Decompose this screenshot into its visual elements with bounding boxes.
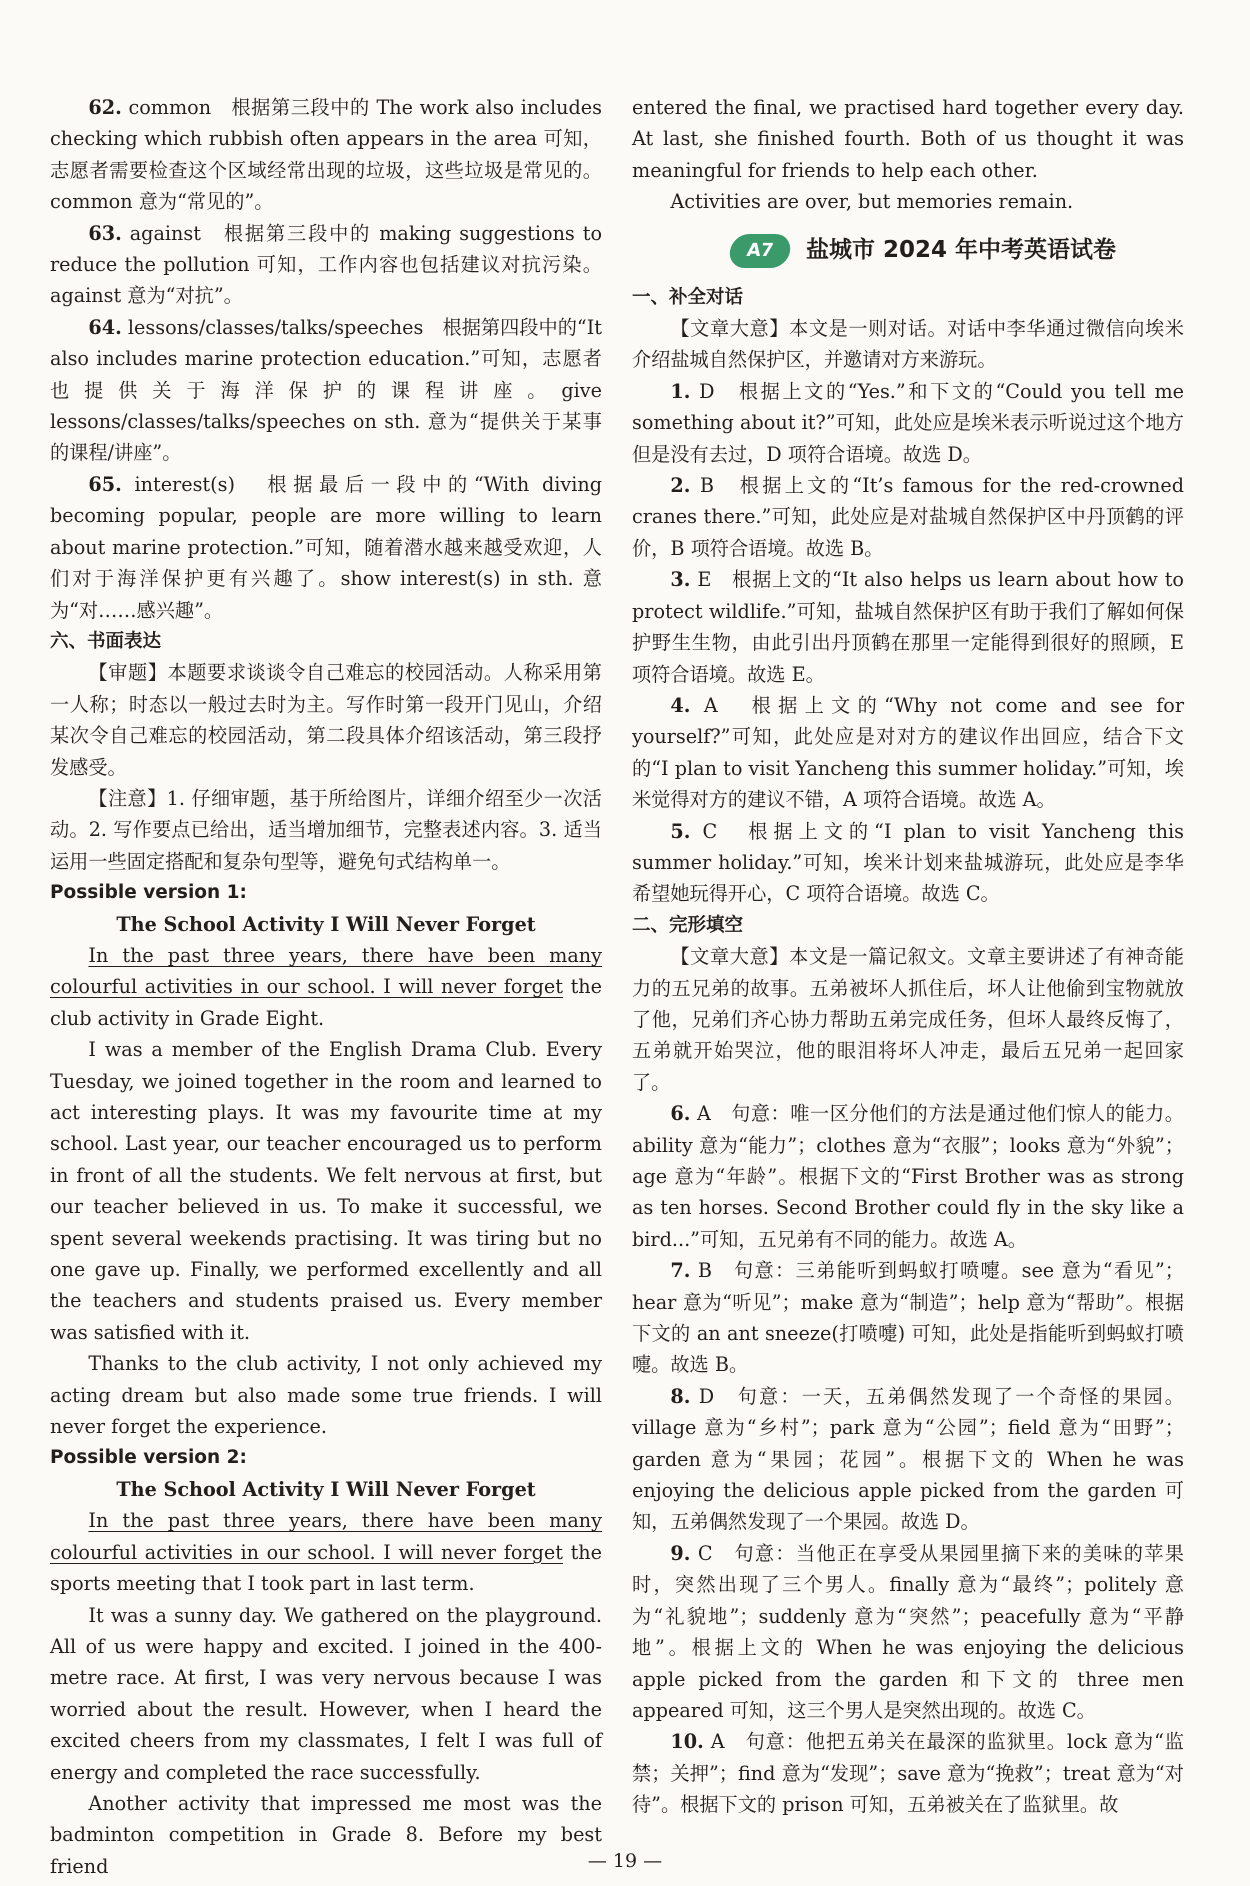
shenti-note: 【审题】本题要求谈谈令自己难忘的校园活动。人称采用第一人称；时态以一般过去时为主。写作时第一段开门见山，介绍某次令自己难忘的校园活动，第二段具体介绍该活动，第三段抒发感受。 — [50, 661, 602, 779]
version-1-label: Possible version 1: — [50, 882, 247, 904]
answer-8: 8. D 句意：一天，五弟偶然发现了一个奇怪的果园。village 意为“乡村”；park 意为“公园”；field 意为“田野”；garden 意为“果园；花园”。根据下文的 When he was enjoying the delicious apple picked from the garden 可知，五弟偶然发现了一个果园。故选 D。 — [632, 1384, 1184, 1534]
answer-2: 2. B 根据上文的“It’s famous for the red-crowned cranes there.”可知，此处应是对盐城自然保护区中丹顶鹤的评价，B 项符合语境。故选 B。 — [632, 474, 1184, 560]
page-number: — 19 — — [587, 1850, 663, 1872]
part-2-summary: 【文章大意】本文是一篇记叙文。文章主要讲述了有神奇能力的五兄弟的故事。五弟被坏人抓住后，坏人让他偷到宝物就放了他，兄弟们齐心协力帮助五弟完成任务，但坏人最终反悔了，五弟就开始哭泣，他的眼泪将坏人冲走，最后五兄弟一起回家了。 — [632, 945, 1184, 1094]
answer-1: 1. D 根据上文的“Yes.”和下文的“Could you tell me something about it?”可知，此处应是埃米表示听说过这个地方但是没有去过，D 项符合语境。故选 D。 — [632, 379, 1184, 466]
section-title: 盐城市 2024 年中考英语试卷 — [806, 236, 1117, 263]
version-1-title: The School Activity I Will Never Forget — [116, 912, 536, 936]
answer-65: 65. interest(s) 根据最后一段中的“With diving becoming popular, people are more willing to learn about marine protection.”可知，随着潜水越来越受欢迎，人们对于海洋保护更有兴趣了。show interest(s) in sth. 意为“对……感兴趣”。 — [50, 472, 602, 622]
version-2-label: Possible version 2: — [50, 1447, 247, 1469]
answer-9: 9. C 句意：当他正在享受从果园里摘下来的美味的苹果时，突然出现了三个男人。finally 意为“最终”；politely 意为“礼貌地”；suddenly 意为“突然”；peacefully 意为“平静地”。根据上文的 When he was enjoying the delicious apple picked from the garden 和下文的 three men appeared 可知，这三个男人是突然出现的。故选 C。 — [632, 1541, 1184, 1722]
answer-63: 63. against 根据第三段中的 making suggestions to reduce the pollution 可知，工作内容也包括建议对抗污染。against 意为“对抗”。 — [50, 221, 602, 308]
version-2-para-1: In the past three years, there have been many colourful activities in our school. I will never forget the sports meeting that I took part in last term. — [50, 1509, 602, 1596]
continued-text: entered the final, we practised hard together every day. At last, she finished fourth. Both of us thought it was meaningful for friends to help each other. — [632, 96, 1184, 182]
exam-section-header — [632, 222, 1184, 280]
answer-5: 5. C 根据上文的“I plan to visit Yancheng this summer holiday.”可知，埃米计划来盐城游玩，此处应是李华希望她玩得开心，C 项符合语境。故选 C。 — [632, 819, 1184, 906]
version-1-para-3: Thanks to the club activity, I not only achieved my acting dream but also made some true friends. I will never forget the experience. — [50, 1352, 602, 1439]
answer-10: 10. A 句意：他把五弟关在最深的监狱里。lock 意为“监禁；关押”；find 意为“发现”；save 意为“挽救”；treat 意为“对待”。根据下文的 prison 可知，五弟被关在了监狱里。故 — [632, 1730, 1184, 1817]
section-badge: A7 — [728, 234, 793, 268]
version-1-para-2: I was a member of the English Drama Club. Every Tuesday, we joined together in the room and learned to act interesting plays. It was my favourite time at my school. Last year, our teacher encouraged us to perform in front of all the students. We felt nervous at first, but our teacher believed in us. To make it successful, we spent several weekends practising. It was tiring but no one gave up. Finally, we performed excellently and all the teachers and students praised us. Every member was satisfied with it. — [50, 1038, 602, 1344]
left-column — [50, 92, 602, 1882]
version-2-para-3: Another activity that impressed me most was the badminton competition in Grade 8. Before my best friend — [50, 1791, 602, 1878]
section-6-heading: 六、书面表达 — [50, 630, 162, 652]
answer-64: 64. lessons/classes/talks/speeches 根据第四段中的“It also includes marine protection education.”可知，志愿者也提供关于海洋保护的课程讲座。give lessons/classes/talks/speeches on sth. 意为“提供关于某事的课程/讲座”。 — [50, 315, 602, 465]
answer-6: 6. A 句意：唯一区分他们的方法是通过他们惊人的能力。ability 意为“能力”；clothes 意为“衣服”；looks 意为“外貌”；age 意为“年龄”。根据下文的“First Brother was as strong as ten horses. Second Brother could fly in the sky like a bird...”可知，五兄弟有不同的能力。故选 A。 — [632, 1102, 1184, 1251]
part-2-heading: 二、完形填空 — [632, 914, 744, 936]
closing-line: Activities are over, but memories remain. — [670, 190, 1074, 214]
right-column — [632, 92, 1184, 1821]
version-2-para-2: It was a sunny day. We gathered on the playground. All of us were happy and excited. I joined in the 400-metre race. At first, I was very nervous because I was worried about the result. However, when I heard the excited cheers from my classmates, I felt I was full of energy and completed the race successfully. — [50, 1603, 602, 1784]
answer-4: 4. A 根据上文的“Why not come and see for yourself?”可知，此处应是对对方的建议作出回应，结合下文的“I plan to visit Yancheng this summer holiday.”可知，埃米觉得对方的建议不错，A 项符合语境。故选 A。 — [632, 693, 1184, 812]
zhuyi-note: 【注意】1. 仔细审题，基于所给图片，详细介绍至少一次活动。2. 写作要点已给出，适当增加细节，完整表述内容。3. 适当运用一些固定搭配和复杂句型等，避免句式结构单一。 — [50, 786, 602, 873]
part-1-heading: 一、补全对话 — [632, 286, 744, 308]
version-1-para-1: In the past three years, there have been many colourful activities in our school. I will never forget the club activity in Grade Eight. — [50, 943, 602, 1030]
version-2-title: The School Activity I Will Never Forget — [116, 1477, 536, 1501]
part-1-summary: 【文章大意】本文是一则对话。对话中李华通过微信向埃米介绍盐城自然保护区，并邀请对方来游玩。 — [632, 317, 1184, 372]
answer-7: 7. B 句意：三弟能听到蚂蚁打喷嚏。see 意为“看见”；hear 意为“听见”；make 意为“制造”；help 意为“帮助”。根据下文的 an ant sneeze(打喷嚏) 可知，此处是指能听到蚂蚁打喷嚏。故选 B。 — [632, 1259, 1184, 1377]
answer-3: 3. E 根据上文的“It also helps us learn about how to protect wildlife.”可知，盐城自然保护区有助于我们了解如何保护野生生物，由此引出丹顶鹤在那里一定能得到很好的照顾，E 项符合语境。故选 E。 — [632, 568, 1184, 686]
answer-62: 62. common 根据第三段中的 The work also includes checking which rubbish often appears in the area 可知，志愿者需要检查这个区域经常出现的垃圾，这些垃圾是常见的。common 意为“常见的”。 — [50, 96, 602, 214]
